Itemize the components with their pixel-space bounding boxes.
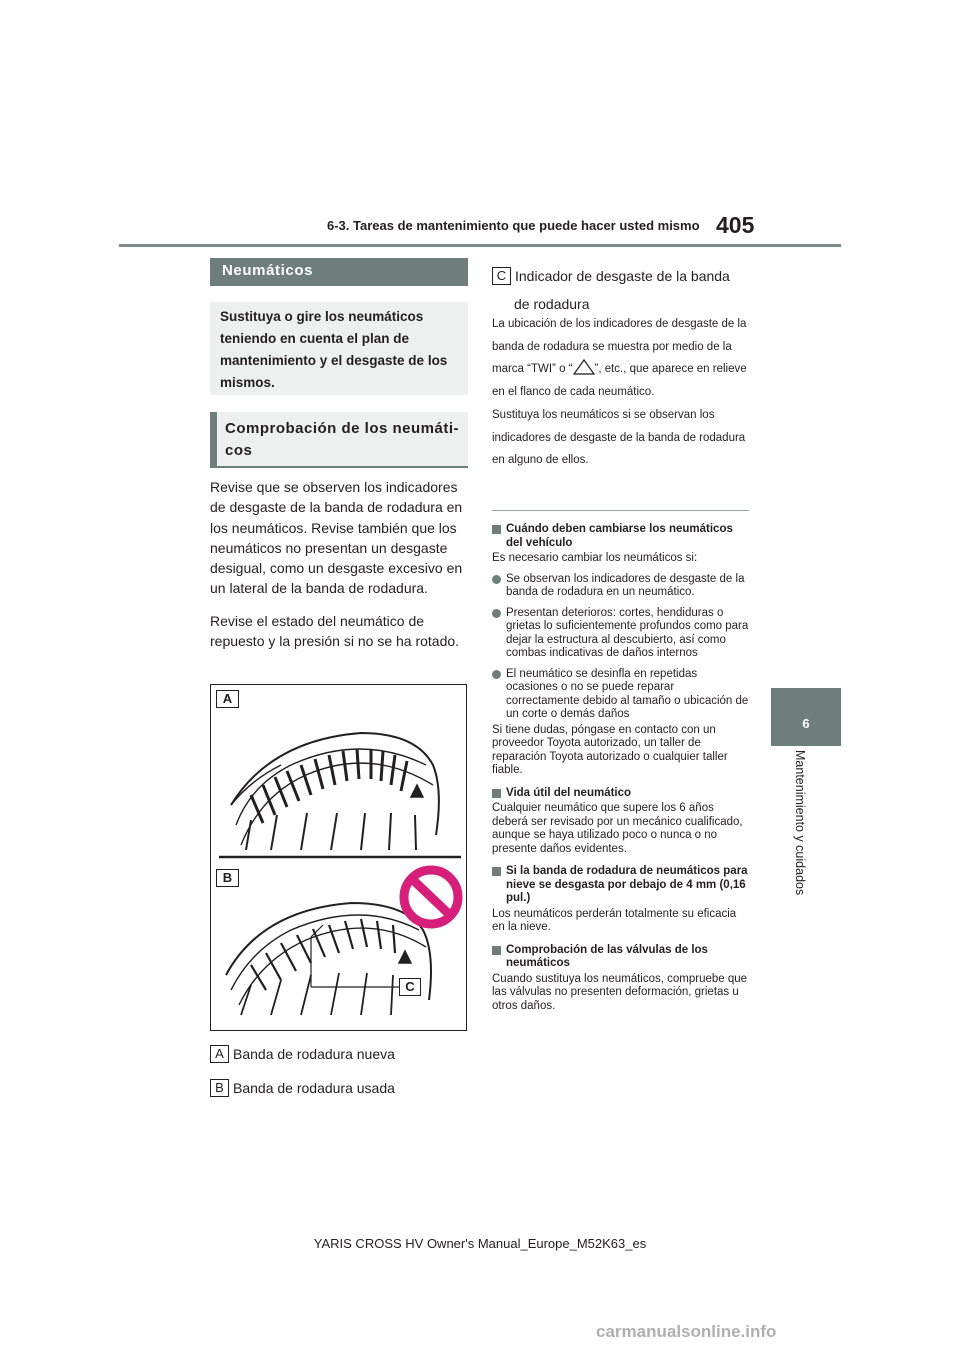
tire-illustration xyxy=(211,685,466,1030)
caption-c-text-line2: de rodadura xyxy=(514,296,590,312)
tire-new-tread xyxy=(231,733,439,850)
note-text: Los neumáticos perderán totalmente su eficacia en la nieve. xyxy=(492,907,737,933)
square-bullet-icon xyxy=(492,867,501,876)
caption-b xyxy=(210,1079,395,1097)
note-heading: Comprobación de las válvulas de los neumáticos xyxy=(492,944,750,971)
sub-heading-line1: Comprobación de los neumáti- xyxy=(225,420,460,437)
round-bullet-icon xyxy=(492,670,501,679)
section-heading: Neumáticos xyxy=(210,258,468,286)
section-title: 6-3. Tareas de mantenimiento que puede hacer usted mismo xyxy=(327,218,700,233)
figure-label-a: A xyxy=(216,690,239,708)
page-footer: YARIS CROSS HV Owner's Manual_Europe_M52K63_es xyxy=(313,1236,647,1251)
square-bullet-icon xyxy=(492,946,501,955)
caption-c xyxy=(492,262,730,318)
note-text: Si tiene dudas, póngase en contacto con un proveedor Toyota autorizado, un taller de reparación Toyota autorizado o cualquier taller fiable. xyxy=(492,723,728,776)
tread-wear-triangle-icon xyxy=(573,359,595,375)
wear-indicator-text-3: Sustituya los neumáticos si se observan los indicadores de desgaste de la banda de rodadura en alguno de ellos. xyxy=(492,408,746,467)
square-bullet-icon xyxy=(492,525,501,534)
note-heading: Cuándo deben cambiarse los neumáticos del vehículo xyxy=(492,523,750,550)
prohibited-icon xyxy=(404,870,458,924)
square-bullet-icon xyxy=(492,789,501,798)
note-bullet: Se observan los indicadores de desgaste de la banda de rodadura en un neumático. xyxy=(492,573,750,600)
note-bullet: El neumático se desinfla en repetidas ocasiones o no se puede reparar correctamente debido al tamaño o ubicación de un corte o demás daños xyxy=(492,668,750,722)
note-bullet: Presentan deterioros: cortes, hendiduras o grietas lo suficientemente profundos como para dejar la estructura al descubierto, así como combas indicativas de daños internos xyxy=(492,607,750,661)
paragraph-check-wear: Revise que se observen los indicadores de desgaste de la banda de rodadura en los neumáticos. Revise también que los neumáticos no presentan un desgaste desigual, como un desgaste excesivo en un lateral de la banda de rodadura. xyxy=(210,479,463,597)
note-heading: Si la banda de rodadura de neumáticos para nieve se desgasta por debajo de 4 mm (0,16 pul.) xyxy=(492,865,750,906)
sub-heading-line2: cos xyxy=(225,442,253,459)
round-bullet-icon xyxy=(492,575,501,584)
caption-a xyxy=(210,1045,395,1063)
chapter-name: Mantenimiento y cuidados xyxy=(793,750,807,896)
tire-tread-figure xyxy=(210,684,467,1031)
caption-b-label: B xyxy=(210,1079,229,1097)
sub-heading xyxy=(210,412,468,468)
summary-box: Sustituya o gire los neumáticos teniendo en cuenta el plan de mantenimiento y el desgaste de los mismos. xyxy=(210,302,468,395)
round-bullet-icon xyxy=(492,609,501,618)
watermark: carmanualsonline.info xyxy=(596,1322,777,1341)
caption-b-text: Banda de rodadura usada xyxy=(233,1080,395,1096)
paragraph-spare-tire: Revise el estado del neumático de repuesto y la presión si no se ha rotado. xyxy=(210,613,460,650)
page-number: 405 xyxy=(716,212,755,238)
figure-label-b: B xyxy=(216,869,239,887)
wear-indicator-description xyxy=(492,313,752,472)
note-text: Cualquier neumático que supere los 6 años deberá ser revisado por un mecánico cualificado, aunque se haya utilizado poco o nunca o no presente daños evidentes. xyxy=(492,802,743,855)
note-text: Es necesario cambiar los neumáticos si: xyxy=(492,552,698,564)
note-text: Cuando sustituya los neumáticos, compruebe que las válvulas no presenten deformación, grietas u otros daños. xyxy=(492,972,748,1012)
header-rule xyxy=(119,244,841,247)
notes-divider xyxy=(492,510,749,511)
wear-indicator-text-1: La ubicación de los indicadores de desgaste de la banda de rodadura se muestra por medio de la marca “TWI” o “ xyxy=(492,318,747,376)
caption-c-text-line1: Indicador de desgaste de la banda xyxy=(515,268,730,284)
chapter-number: 6 xyxy=(802,716,810,731)
caption-a-label: A xyxy=(210,1045,229,1063)
caption-c-label: C xyxy=(492,267,511,285)
figure-label-c: C xyxy=(399,978,421,996)
tire-worn-tread xyxy=(226,903,431,1015)
wear-indicator-text-2: ”, etc., que aparece en relieve en el flanco de cada neumático. xyxy=(492,363,747,399)
notes-section xyxy=(492,516,750,1013)
note-heading: Vida útil del neumático xyxy=(492,787,750,801)
caption-a-text: Banda de rodadura nueva xyxy=(233,1046,395,1062)
